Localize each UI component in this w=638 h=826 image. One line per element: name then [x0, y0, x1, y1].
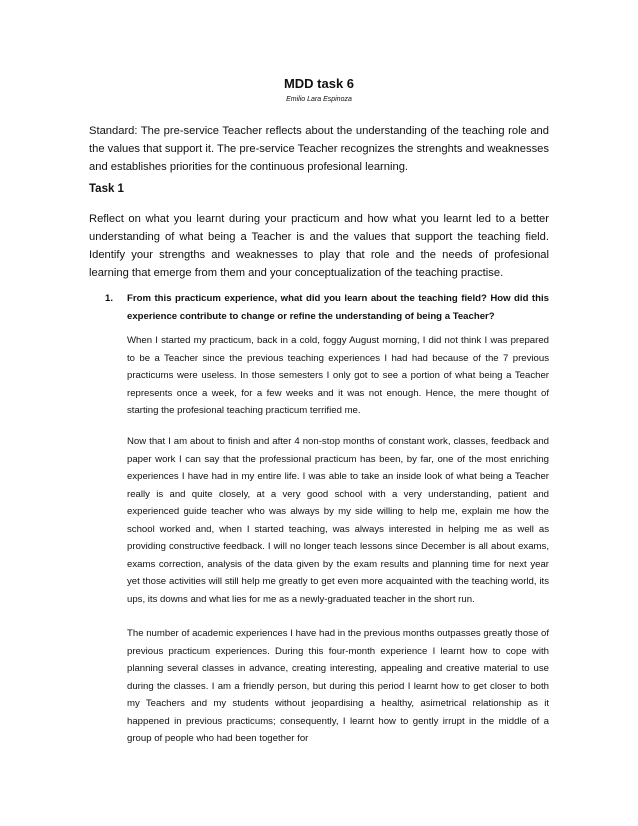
- task-description: Reflect on what you learnt during your practicum and how what you learnt led to a better understanding of what being a Teacher is and the values that support the teaching field. Identify your strengths and weaknesses to play that role and the needs of profesional learning that emerge from them and your conceptualization of the teaching practise.: [89, 213, 549, 279]
- answer-paragraph-3: The number of academic experiences I have had in the previous months outpasses greatly those of previous practicum experiences. During this four-month experience I learnt how to cope with planning several classes in advance, creating interesting, appealing and creative material to use during the classes. I am a friendly person, but during this period I learnt how to get closer to both my Teachers and my students without jeopardising a healthy, asimetrical relationship as it happened in previous practicums; consequently, I learnt how to gently irrupt in the middle of a group of people who had been together for: [127, 628, 549, 744]
- document-title: MDD task 6: [283, 76, 355, 91]
- answer-paragraph-2: Now that I am about to finish and after 4 non-stop months of constant work, classes, feedback and paper work I can say that the professional practicum has been, by far, one of the most enriching experiences I have had in my entire life. I was able to take an inside look of what being a Teacher really is and quite closely, at a very good school with a very understanding, patient and experienced guide teacher who was always by my side willing to help me, explain me how the school worked and, when I started teaching, was always interested in helping me as well as providing constructive feedback. I will no longer teach lessons since December is all about exams, exams correction, analysis of the data given by the exam results and planning time for next year yet those activities will still help me greatly to get even more acquainted with the teaching world, its ups, its downs and what lies for me as a newly-graduated teacher in the short run.: [127, 436, 549, 605]
- question-number: 1.: [105, 293, 114, 304]
- author-name: Emilio Lara Espinoza: [286, 96, 352, 103]
- task-heading: Task 1: [89, 183, 124, 195]
- question-text: From this practicum experience, what did you learn about the teaching field? How did this experience contribute to change or refine the understanding of being a Teacher?: [127, 293, 549, 322]
- standard-paragraph: Standard: The pre-service Teacher reflects about the understanding of the teaching role and the values that support it. The pre-service Teacher recognizes the strenghts and weaknesses and establishes priorities for the continuous profesional learning.: [89, 125, 549, 173]
- question-item: [105, 290, 549, 322]
- answer-paragraph-1: When I started my practicum, back in a cold, foggy August morning, I did not think I was prepared to be a Teacher since the previous teaching experiences I had had because of the 7 previous practicums were useless. In those semesters I only got to see a portion of what being a Teacher represents once a week, for a few weeks and it was not enough. Hence, the mere thought of starting the profesional teaching practicum terrified me.: [127, 335, 549, 416]
